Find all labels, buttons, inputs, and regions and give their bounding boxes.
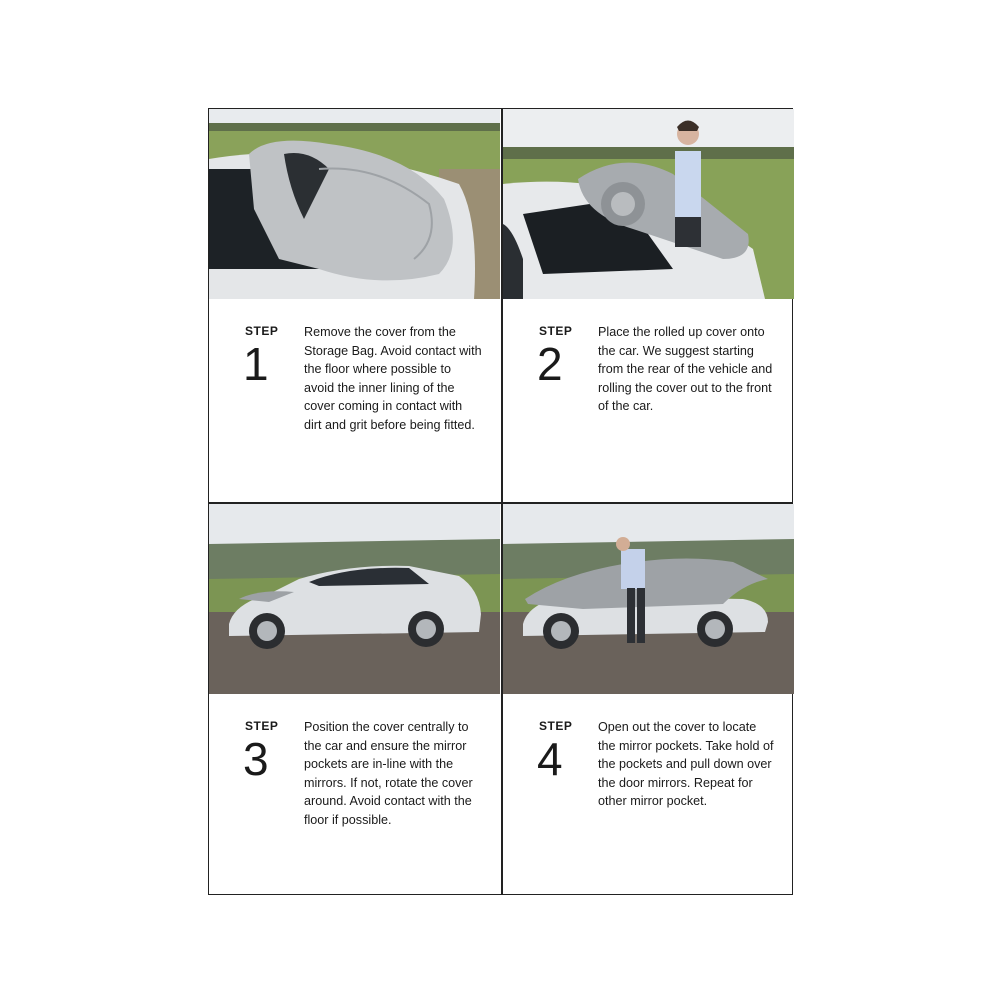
step-2-number: 2 <box>537 338 563 390</box>
step-3-number: 3 <box>243 733 269 785</box>
instruction-sheet <box>208 108 793 895</box>
step-1-panel <box>209 109 500 501</box>
step-3-label: STEP <box>245 719 279 733</box>
step-1-label: STEP <box>245 324 279 338</box>
step-2-panel <box>503 109 794 501</box>
step-1-instructions: Remove the cover from the Storage Bag. Avoid contact with the floor where possible to avoid the inner lining of the cover coming in contact with dirt and grit before being fitted. <box>304 325 482 432</box>
step-3-instructions: Position the cover centrally to the car and ensure the mirror pockets are in-line with the mirrors. If not, rotate the cover around. Avoid contact with the floor if possible. <box>304 720 473 827</box>
step-3-photo <box>209 504 500 694</box>
step-3-panel <box>209 504 500 896</box>
step-4-number: 4 <box>537 733 563 785</box>
step-2-photo <box>503 109 794 299</box>
step-1-photo <box>209 109 500 299</box>
step-1-number: 1 <box>243 338 269 390</box>
step-2-instructions: Place the rolled up cover onto the car. We suggest starting from the rear of the vehicle and rolling the cover out to the front of the car. <box>598 325 773 413</box>
step-4-instructions: Open out the cover to locate the mirror pockets. Take hold of the pockets and pull down over the door mirrors. Repeat for other mirror pocket. <box>598 720 774 808</box>
step-4-label: STEP <box>539 719 573 733</box>
step-4-photo <box>503 504 794 694</box>
step-4-panel <box>503 504 794 896</box>
step-2-label: STEP <box>539 324 573 338</box>
